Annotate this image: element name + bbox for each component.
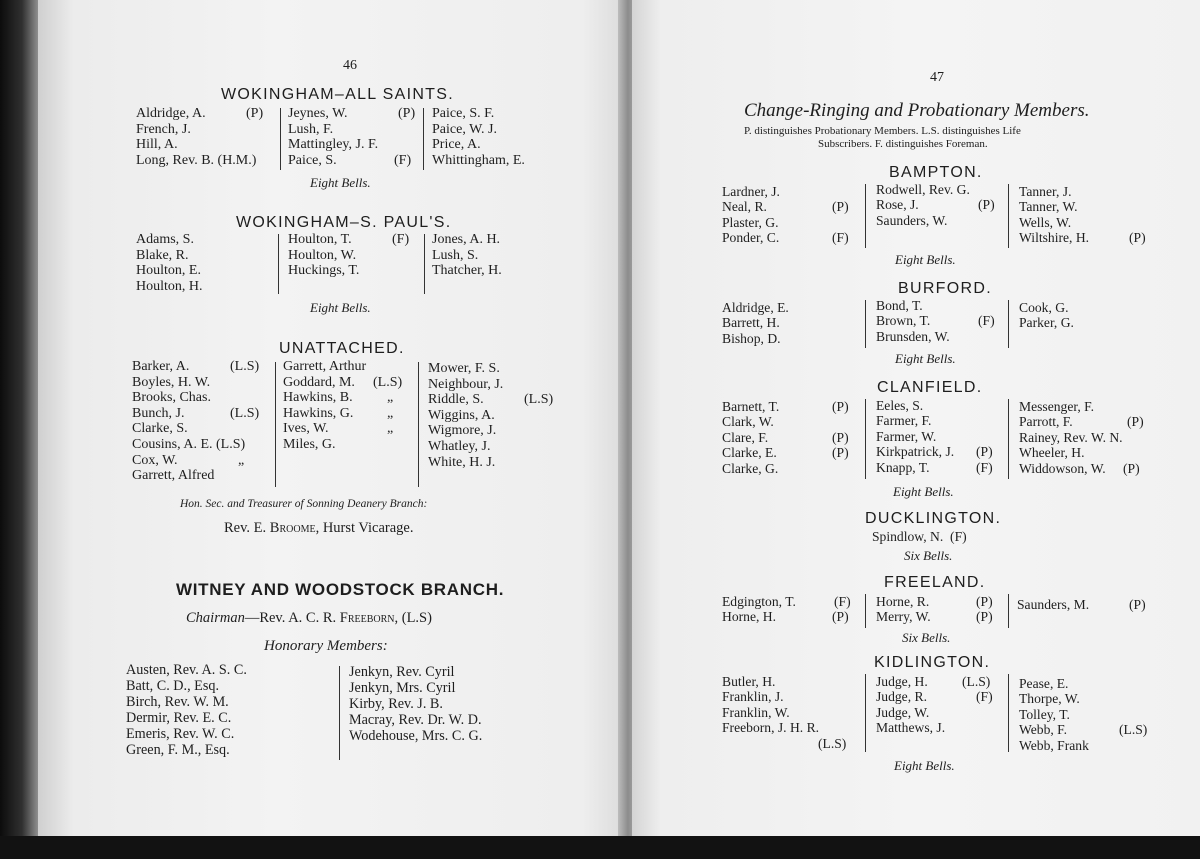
list-item: Price, A. — [432, 137, 481, 153]
wokingham-all-saints-col3 — [432, 106, 572, 168]
honorary-members-label: Honorary Members: — [264, 638, 388, 654]
list-item: Lush, S. — [432, 247, 479, 263]
list-item: Riddle, S. (L.S) — [428, 392, 554, 408]
heading-freeland: FREELAND. — [884, 574, 986, 591]
honorary-members-col1 — [126, 662, 247, 758]
list-item: Wells, W. — [1019, 214, 1072, 230]
heading-unattached: UNATTACHED. — [279, 340, 405, 357]
list-item: Kirby, Rev. J. B. — [349, 696, 443, 712]
heading-clanfield: CLANFIELD. — [877, 379, 983, 396]
list-item: Eeles, S. — [876, 398, 924, 413]
list-item: Mower, F. S. — [428, 361, 500, 376]
clanfield-col1 — [722, 399, 862, 476]
heading-kidlington: KIDLINGTON. — [874, 654, 991, 671]
kidlington-col2: Judge, H. (L.S) (F) Judge, R. Judge, W. Matthews, J. — [876, 674, 1016, 736]
bampton-col1 — [722, 184, 862, 246]
list-item: Bunch, J. (L.S) — [132, 405, 260, 421]
list-item: Houlton, E. — [136, 263, 201, 279]
list-item: Goddard, M. — [283, 374, 355, 390]
list-item: Garrett, Arthur — [283, 359, 367, 374]
bells-label: Eight Bells. — [895, 252, 956, 267]
list-item: Clare, F. (P) — [722, 429, 849, 445]
list-item: Parrott, F. (P) — [1019, 414, 1144, 430]
column-divider — [280, 108, 281, 170]
list-item: Rose, J. — [876, 197, 919, 213]
list-item: Thorpe, W. — [1019, 691, 1080, 707]
list-item: Rodwell, Rev. G. — [876, 182, 970, 197]
column-divider — [1008, 300, 1009, 348]
list-item: Jones, A. H. — [432, 232, 501, 247]
column-divider — [278, 234, 279, 294]
bells-label: Six Bells. — [904, 548, 953, 563]
list-item: Horne, R. (P) — [876, 594, 993, 609]
list-item: Knapp, T. (F) — [876, 459, 993, 475]
list-item: Farmer, F. — [876, 413, 932, 429]
list-item: Houlton, W. — [288, 247, 357, 263]
column-divider — [1008, 674, 1009, 752]
list-item: Matthews, J. — [876, 720, 946, 736]
column-divider — [418, 362, 419, 487]
list-item: Saunders, M. (P) — [1017, 597, 1146, 612]
list-item: Cousins, A. E. (L.S) — [132, 436, 246, 452]
list-item: Lush, F. — [288, 121, 334, 137]
list-item: Blake, R. — [136, 247, 189, 263]
wokingham-s-pauls-col3 — [432, 232, 502, 279]
column-divider — [424, 234, 425, 294]
list-item: Saunders, W. — [876, 212, 948, 228]
list-item: Garrett, Alfred — [132, 468, 215, 484]
wokingham-all-saints-col2 — [288, 106, 428, 168]
list-item: Franklin, W. — [722, 704, 790, 720]
list-item: French, J. — [136, 121, 191, 137]
page-number-right: 47 — [930, 70, 944, 85]
hon-sec-name: Rev. E. Broome, Hurst Vicarage. — [224, 520, 414, 536]
list-item: Long, Rev. B. (H.M.) — [136, 152, 257, 168]
list-item: Mattingley, J. F. — [288, 137, 379, 153]
list-item: Pease, E. — [1019, 676, 1069, 691]
right-page — [632, 0, 1200, 859]
column-divider — [865, 594, 866, 628]
burford-col1 — [722, 300, 789, 346]
hon-sec-label: Hon. Sec. and Treasurer of Sonning Deanery Branch: — [180, 498, 428, 510]
wokingham-s-pauls-col1 — [136, 232, 203, 294]
list-item: Kirkpatrick, J. (P) — [876, 444, 993, 460]
scan-bottom-edge — [0, 836, 1200, 859]
column-divider — [865, 184, 866, 248]
column-divider — [423, 108, 424, 170]
list-item: Huckings, T. — [288, 263, 360, 279]
list-item: Judge, W. — [876, 704, 930, 720]
wokingham-all-saints-col1 — [136, 106, 276, 168]
clanfield-col3 — [1019, 399, 1169, 476]
list-item: Bond, T. — [876, 298, 923, 313]
list-item: Brunsden, W. — [876, 328, 950, 344]
list-item: Aldridge, E. — [722, 300, 789, 315]
list-item: Cox, W. „ — [132, 452, 245, 468]
list-item: Paice, W. J. — [432, 121, 497, 137]
legend-line-2: Subscribers. F. distinguishes Foreman. — [818, 138, 988, 150]
list-item: Clarke, E. (P) — [722, 445, 849, 461]
column-divider — [865, 399, 866, 479]
bells-label: Eight Bells. — [893, 484, 954, 499]
column-divider — [1008, 184, 1009, 248]
freeland-col2 — [876, 594, 1016, 625]
heading-wokingham-all-saints: WOKINGHAM–ALL SAINTS. — [221, 86, 454, 103]
list-item: Cook, G. — [1019, 300, 1069, 315]
list-item: Rainey, Rev. W. N. — [1019, 429, 1123, 445]
bells-label: Eight Bells. — [894, 758, 955, 773]
list-item: Franklin, J. — [722, 689, 784, 705]
list-item: Ponder, C. (F) — [722, 230, 849, 246]
bampton-col3 — [1019, 184, 1169, 246]
list-item: Green, F. M., Esq. — [126, 742, 230, 758]
list-item: Freeborn, J. H. R. — [722, 720, 820, 736]
freeland-col1 — [722, 594, 862, 625]
list-item: Boyles, H. W. — [132, 374, 211, 390]
chairman-line: Chairman—Rev. A. C. R. Freeborn, (L.S) — [186, 610, 432, 626]
list-item: Paice, S. (F) — [288, 152, 412, 168]
list-item: Ives, W. „ — [283, 421, 394, 437]
list-item: Birch, Rev. W. M. — [126, 694, 229, 710]
column-divider — [1008, 594, 1009, 628]
list-item: Clark, W. — [722, 414, 774, 430]
heading-burford: BURFORD. — [898, 280, 992, 297]
column-divider — [865, 674, 866, 752]
list-item: Jenkyn, Mrs. Cyril — [349, 680, 456, 696]
list-item: Tanner, J. — [1019, 184, 1072, 199]
list-item: Tanner, W. — [1019, 199, 1078, 215]
bampton-col2: Rodwell, Rev. G. (P) Rose, J. Saunders, W. — [876, 182, 1016, 228]
list-item: Austen, Rev. A. S. C. — [126, 662, 247, 678]
burford-col2 — [876, 298, 1016, 344]
column-divider — [339, 666, 340, 760]
list-item: Wheeler, H. — [1019, 445, 1085, 461]
list-item: White, H. J. — [428, 454, 496, 470]
list-item: Barrett, H. — [722, 315, 780, 331]
heading-bampton: BAMPTON. — [889, 164, 983, 181]
list-item: Plaster, G. — [722, 214, 779, 230]
list-item: Webb, F. (L.S) — [1019, 722, 1148, 738]
list-item: Paice, S. F. — [432, 106, 495, 121]
list-item: Edgington, T. (F) — [722, 594, 851, 609]
list-item: Houlton, H. — [136, 278, 203, 294]
list-item: Neal, R. (P) — [722, 199, 849, 215]
column-divider — [1008, 399, 1009, 479]
list-item: Horne, H. (P) — [722, 609, 849, 625]
left-page — [38, 0, 630, 859]
list-item: Butler, H. — [722, 674, 776, 689]
list-item: Barnett, T. (P) — [722, 399, 849, 414]
heading-witney-woodstock-branch: WITNEY AND WOODSTOCK BRANCH. — [176, 580, 505, 599]
list-item: Wodehouse, Mrs. C. G. — [349, 728, 483, 744]
list-item: Miles, G. — [283, 436, 336, 452]
list-item: Clarke, G. — [722, 460, 779, 476]
list-item: Dermir, Rev. E. C. — [126, 710, 232, 726]
list-item: Wigmore, J. — [428, 423, 497, 439]
list-item: Barker, A. (L.S) — [132, 359, 260, 374]
list-item: Hill, A. — [136, 137, 178, 153]
kidlington-col1: Butler, H. Franklin, J. Franklin, W. Freeborn, J. H. R. (L.S) — [722, 674, 862, 736]
list-item: Aldridge, A. (P) — [136, 106, 264, 121]
page-title: Change-Ringing and Probationary Members. — [744, 100, 1090, 121]
list-item: Clarke, S. — [132, 421, 188, 437]
list-item: Whatley, J. — [428, 438, 491, 454]
unattached-col1 — [132, 359, 282, 484]
page-number-left: 46 — [343, 58, 357, 73]
list-item: Wiltshire, H. (P) — [1019, 230, 1146, 246]
list-item: Lardner, J. — [722, 184, 780, 199]
freeland-col3 — [1017, 597, 1177, 612]
honorary-members-col2 — [349, 664, 482, 744]
bells-label: Six Bells. — [902, 630, 951, 645]
list-item: Widdowson, W. (P) — [1019, 460, 1140, 476]
wokingham-s-pauls-col2 — [288, 232, 410, 279]
list-item: Tolley, T. — [1019, 706, 1070, 722]
bells-label: Eight Bells. — [310, 175, 371, 190]
list-item: Adams, S. — [136, 232, 194, 247]
list-item: Farmer, W. — [876, 428, 937, 444]
kidlington-col3 — [1019, 676, 1179, 753]
column-divider — [275, 362, 276, 487]
legend-line-1: P. distinguishes Probationary Members. L.S. distinguishes Life — [744, 125, 1021, 137]
list-item: Messenger, F. — [1019, 399, 1095, 414]
list-item: Batt, C. D., Esq. — [126, 678, 220, 694]
list-item: Hawkins, B. „ — [283, 390, 394, 406]
list-item: Hawkins, G. „ — [283, 405, 394, 421]
list-item: Jeynes, W. (P) — [288, 106, 416, 121]
unattached-col2: Garrett, Arthur (L.S) Goddard, M. Hawkins, B. „ Hawkins, G. „ Ives, W. „ Miles, G. — [283, 359, 423, 453]
bells-label: Eight Bells. — [895, 351, 956, 366]
list-item: Whittingham, E. — [432, 152, 525, 168]
list-item: Wiggins, A. — [428, 407, 495, 423]
list-item: Webb, Frank — [1019, 737, 1089, 753]
heading-ducklington: DUCKLINGTON. — [865, 510, 1002, 527]
list-item: Bishop, D. — [722, 330, 781, 346]
list-item: Thatcher, H. — [432, 263, 502, 279]
list-item: Parker, G. — [1019, 315, 1074, 331]
clanfield-col2 — [876, 398, 1016, 475]
list-item: Brown, T. (F) — [876, 313, 995, 329]
ducklington-member: Spindlow, N. (F) — [872, 529, 967, 544]
list-item: Judge, H. (L.S) — [876, 674, 991, 689]
book-left-edge — [0, 0, 40, 859]
unattached-col3 — [428, 361, 578, 470]
list-item: Macray, Rev. Dr. W. D. — [349, 712, 482, 728]
column-divider — [865, 300, 866, 348]
list-item: Merry, W. (P) — [876, 609, 993, 625]
heading-wokingham-s-pauls: WOKINGHAM–S. PAUL'S. — [236, 214, 452, 231]
list-item: Neighbour, J. — [428, 376, 504, 392]
list-item: Emeris, Rev. W. C. — [126, 726, 235, 742]
list-item: Houlton, T. (F) — [288, 232, 410, 247]
list-item: Jenkyn, Rev. Cyril — [349, 664, 455, 680]
bells-label: Eight Bells. — [310, 300, 371, 315]
burford-col3 — [1019, 300, 1074, 331]
list-item: Judge, R. — [876, 689, 927, 705]
list-item: Brooks, Chas. — [132, 390, 211, 406]
